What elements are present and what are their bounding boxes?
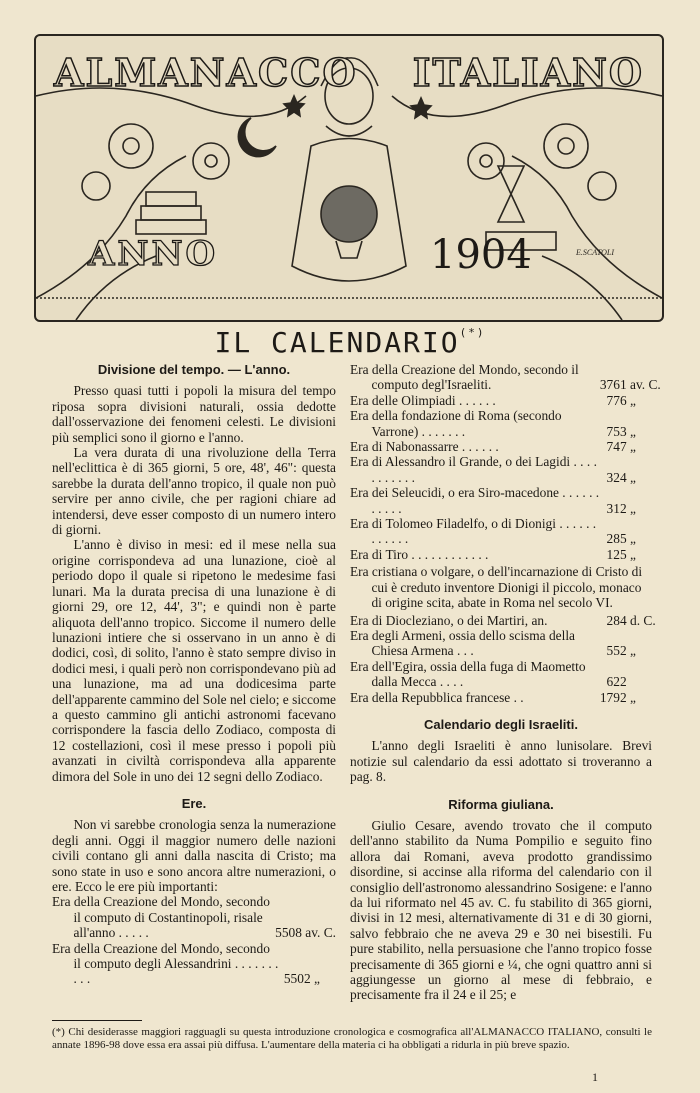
banner-year: 1904 [430,232,532,278]
era-value-group [603,439,652,454]
era-unit: „ [630,546,636,562]
era-entry [350,485,652,516]
era-unit: „ [630,469,636,485]
decorative-banner [34,34,664,322]
right-column [350,362,661,1003]
footnote-marker: (*) [459,326,486,339]
paragraph: Presso quasi tutti i popoli la misura del tempo riposa sopra divisioni naturali, ossia dedotte dall'osservazione dei fenomeni celesti. Le divisioni più semplici sono il giorno e l'anno. [52,383,336,445]
era-value: 285 [606,531,627,547]
era-name: Era dei Seleucidi, o era Siro-macedone . . . . . . . . . . . [350,485,600,516]
era-value-group [280,971,336,986]
era-name: Era della Creazione del Mondo, secondo il computo degl'Israeliti. [350,362,579,393]
era-name: Era di Nabonassarre . . . . . . [350,439,499,455]
artist-signature: E.SCATOLI [576,248,615,257]
era-value-group [603,393,652,408]
era-name: Era di Tiro . . . . . . . . . . . . [350,546,489,562]
era-value-group [603,501,652,516]
era-value: 622 [606,674,627,690]
era-list-ancient [350,362,661,562]
era-value-group [603,643,652,658]
era-value: 324 [606,469,627,485]
banner-title-left: ALMANACCO [54,50,358,95]
era-value: 125 [606,546,627,562]
page-title [0,326,700,359]
era-name: Era della fondazione di Roma (secondo Varrone) . . . . . . . [350,408,562,439]
era-entry [52,894,336,940]
era-value-group [603,531,652,546]
page-number: 1 [592,1070,598,1084]
section-heading-division: Divisione del tempo. — L'anno. [97,362,291,377]
era-entry [350,454,652,485]
era-unit: d. C. [630,612,656,628]
era-entry [350,547,652,562]
era-value: 552 [606,643,627,659]
era-value-group [603,612,656,628]
era-unit: „ [630,439,636,455]
era-christian: Era cristiana o volgare, o dell'incarnazione di Cristo di cui è creduto inventore Dionigi il piccolo, monaco di origine scita, abate in Roma nel secolo VI. [350,564,643,611]
era-unit: „ [630,423,636,439]
era-entry [350,439,652,454]
banner-title-right: ITALIANO [412,50,644,95]
era-value: 1792 [599,689,627,705]
era-value-group [603,424,652,439]
footnote-rule [52,1020,142,1021]
era-list-modern [350,612,656,705]
left-column [52,362,336,987]
era-ditto: „ [314,971,320,987]
era-value: 5508 av. C. [275,925,336,941]
footnote: (*) Chi desiderasse maggiori ragguagli su questa introduzione cronologica e cosmografica all'ALMANACCO ITALIANO, consulti le annate 1896-98 dove essa era assai più diffusa. L'aumentare della materia ci ha obbligati a ridurla in più breve spazio. [52,1026,652,1051]
era-unit: „ [630,643,636,659]
paragraph: L'anno degli Israeliti è anno lunisolare. Brevi notizie sul calendario da essi adottato si troveranno a pag. 8. [350,738,652,785]
era-unit: av. C. [630,377,661,393]
era-entry [350,408,652,439]
era-entry [350,628,652,659]
era-name: Era delle Olimpiadi . . . . . . [350,392,496,408]
era-unit: „ [630,531,636,547]
era-value-group [603,674,652,689]
era-entry [350,393,652,408]
era-name: Era della Repubblica francese . . [350,689,524,705]
era-unit: „ [630,392,636,408]
era-name: Era di Diocleziano, o dei Martiri, an. [350,612,548,628]
era-value-group [596,377,661,393]
banner-anno-label: ANNO [88,234,219,274]
era-value: 747 [606,439,627,455]
era-name: Era di Alessandro il Grande, o dei Lagidi . . . . . . . . . . . [350,454,597,485]
era-value-group [596,690,652,705]
era-value-group [603,470,652,485]
era-name: Era della Creazione del Mondo, secondo il computo di Costantinopoli, risale all'anno . . . . . [52,894,270,941]
section-heading-israeliti: Calendario degli Israeliti. [424,716,578,732]
paragraph: Giulio Cesare, avendo trovato che il computo dell'anno stabilito da Numa Pompilio e seguito fino allora dai Romani, aveva prodotto grandissimo disordine, si accinse alla riforma del calendario con il consiglio dell'astronomo alessandrino Sosigene: e l'anno da lui riformato nel 45 av. C. fu stabilito di 365 giorni, divisi in 12 mesi, alternativamente di 31 e di 30 giorni, salvo febbraio che ne aveva 29 e 30 nei bisestili. Fu pure stabilito, nella persuasione che l'anno tropico fosse precisamente di 365 giorni e ¼, che ogni quattro anni si aggiungesse un giorno al mese di febbraio, e precisamente fra il 24 e il 25; e [350,817,652,1003]
era-value: 5502 [283,971,311,987]
era-name: Era della Creazione del Mondo, secondo il computo degli Alessandrini . . . . . . . . . . [52,940,279,987]
era-unit: „ [630,689,636,705]
era-name: Era dell'Egira, ossia della fuga di Maometto dalla Mecca . . . . [350,658,586,690]
era-entry [52,941,336,987]
era-value: 3761 [599,377,627,393]
era-value: 312 [606,500,627,516]
era-entry [350,690,652,705]
era-value-group [603,547,652,562]
paragraph: L'anno è diviso in mesi: ed il mese nella sua origine corrispondeva ad una lunazione, cioè al periodo dopo il quale si ripetono le medesime fasi lunari. Ma la durata precisa di una lunazione è di giorni 29, ore 12, 44', 3"; e quindi non è parte aliquota dell'anno tropico. Siccome il numero delle lunazioni intiere che si osservano in un anno è di dodici, così, di solito, l'anno è stato sempre diviso in dodici mesi, i quali però non corrispondevano più ad una lunazione, ma ad una dodicesima parte dell'apparente cammino del Sole nel cielo; e siccome a questo cammino gli antichi astronomi facevano corrispondere la fascia dello Zodiaco, composta di 12 costellazioni, così il mese presso i popoli più avanzati in civiltà corrispondeva alla apparente dimora del Sole in uno dei 12 segni dello Zodiaco. [52,537,336,784]
era-entry [350,362,661,393]
page-title-text: IL CALENDARIO [214,326,460,359]
section-heading-riforma: Riforma giuliana. [448,796,554,812]
section-heading-ere: Ere. [181,795,207,811]
era-value: 776 [606,392,627,408]
era-value: 284 [606,612,627,628]
era-name: Era degli Armeni, ossia dello scisma della Chiesa Armena . . . [350,627,575,659]
era-unit: „ [630,500,636,516]
era-value: 753 [606,423,627,439]
paragraph: La vera durata di una rivoluzione della Terra nell'eclittica è di 365 giorni, 5 ore, 48', 46": questa sarebbe la durata dell'anno tropico, il quale non può servire per anno civile, che per ragioni chiare ad intendersi, deve esser composto di un numero intero di giorni. [52,445,336,538]
era-entry [350,659,652,690]
era-entry [350,612,656,628]
era-entry [350,516,652,547]
era-name: Era di Tolomeo Filadelfo, o di Dionigi . . . . . . . . . . . . [350,516,597,547]
paragraph: Non vi sarebbe cronologia senza la numerazione degli anni. Oggi il maggior numero delle nazioni civili contano gli anni dalla nascita di Cristo; ma sono state in uso e sono ancora altre numerazioni, o ere. Ecco le ere più importanti: [52,817,336,894]
